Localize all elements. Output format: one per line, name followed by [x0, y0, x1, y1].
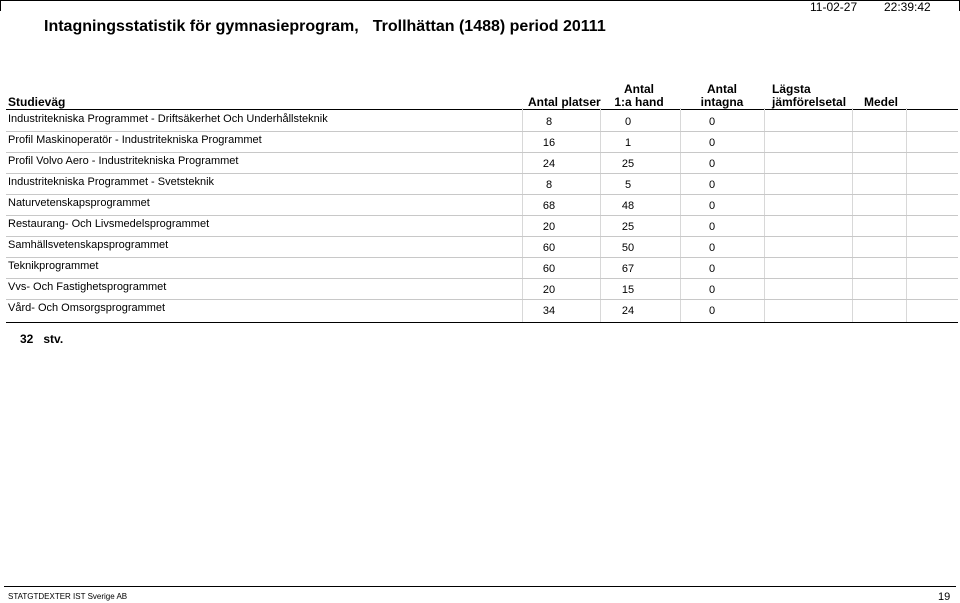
row-name: Profil Volvo Aero - Industritekniska Programmet	[8, 155, 239, 167]
row-antal-platser: 8	[545, 179, 553, 191]
row-antal-platser: 20	[542, 284, 556, 296]
row-antal-intagna: 0	[708, 200, 716, 212]
col-header-lagsta-line1: Lägsta	[772, 82, 811, 96]
row-antal-intagna: 0	[708, 116, 716, 128]
row-name: Vvs- Och Fastighetsprogrammet	[8, 281, 167, 293]
col-header-antal-1a-hand	[614, 83, 664, 109]
page-number: 19	[938, 591, 951, 603]
row-antal-1a-hand: 25	[621, 158, 635, 170]
col-header-lagsta	[772, 83, 846, 109]
row-antal-1a-hand: 24	[621, 305, 635, 317]
row-name: Vård- Och Omsorgsprogrammet	[8, 302, 166, 314]
row-antal-intagna: 0	[708, 263, 716, 275]
row-name: Profil Maskinoperatör - Industritekniska Programmet	[8, 134, 262, 146]
row-name: Industritekniska Programmet - Driftsäkerhet Och Underhållsteknik	[8, 113, 328, 125]
col-header-lagsta-line2: jämförelsetal	[772, 95, 847, 109]
table-row	[6, 278, 958, 300]
row-antal-platser: 60	[542, 263, 556, 275]
row-name: Restaurang- Och Livsmedelsprogrammet	[8, 218, 210, 230]
row-antal-1a-hand: 67	[621, 263, 635, 275]
program-count	[20, 332, 63, 346]
col-header-antal-intagna	[697, 83, 747, 109]
table-bottom-rule	[6, 322, 958, 323]
table-row	[6, 299, 958, 320]
table-row	[6, 173, 958, 195]
row-antal-platser: 60	[542, 242, 556, 254]
row-antal-intagna: 0	[708, 179, 716, 191]
row-antal-platser: 24	[542, 158, 556, 170]
row-antal-intagna: 0	[708, 284, 716, 296]
row-antal-1a-hand: 48	[621, 200, 635, 212]
col-header-medel: Medel	[864, 95, 899, 109]
col-header-antal-1a-hand-line1: Antal	[624, 82, 654, 96]
row-antal-platser: 16	[542, 137, 556, 149]
table-row	[6, 152, 958, 174]
col-header-antal-intagna-line1: Antal	[707, 82, 737, 96]
table-row	[6, 215, 958, 237]
row-antal-intagna: 0	[708, 158, 716, 170]
row-antal-1a-hand: 15	[621, 284, 635, 296]
row-antal-1a-hand: 0	[624, 116, 632, 128]
table-row	[6, 131, 958, 153]
row-antal-intagna: 0	[708, 242, 716, 254]
row-antal-platser: 8	[545, 116, 553, 128]
title-main: Intagningsstatistik för gymnasieprogram,	[44, 18, 359, 35]
row-name: Industritekniska Programmet - Svetsteknik	[8, 176, 215, 188]
row-name: Teknikprogrammet	[8, 260, 99, 272]
row-antal-1a-hand: 1	[624, 137, 632, 149]
footer-rule	[4, 586, 956, 587]
col-header-antal-intagna-line2: intagna	[700, 95, 744, 109]
page-title	[44, 18, 606, 36]
col-header-antal-platser: Antal platser	[528, 95, 601, 109]
col-header-antal-1a-hand-line2: 1:a hand	[614, 95, 664, 109]
row-antal-intagna: 0	[708, 137, 716, 149]
row-antal-intagna: 0	[708, 305, 716, 317]
program-count-value: 32	[20, 332, 34, 346]
row-antal-platser: 20	[542, 221, 556, 233]
table-row	[6, 110, 958, 132]
row-antal-1a-hand: 25	[621, 221, 635, 233]
row-antal-intagna: 0	[708, 221, 716, 233]
report-time: 22:39:42	[884, 0, 931, 14]
table-row	[6, 194, 958, 216]
table-row	[6, 236, 958, 258]
program-count-unit: stv.	[43, 332, 64, 346]
row-name: Naturvetenskapsprogrammet	[8, 197, 150, 209]
col-header-studievag: Studieväg	[8, 95, 66, 109]
footer-source: STATGTDEXTER IST Sverige AB	[8, 592, 128, 601]
table-row	[6, 257, 958, 279]
row-antal-1a-hand: 5	[624, 179, 632, 191]
report-date: 11-02-27	[810, 0, 858, 14]
row-antal-1a-hand: 50	[621, 242, 635, 254]
row-antal-platser: 34	[542, 305, 556, 317]
title-place: Trollhättan (1488) period 20111	[372, 18, 606, 35]
row-antal-platser: 68	[542, 200, 556, 212]
row-name: Samhällsvetenskapsprogrammet	[8, 239, 169, 251]
